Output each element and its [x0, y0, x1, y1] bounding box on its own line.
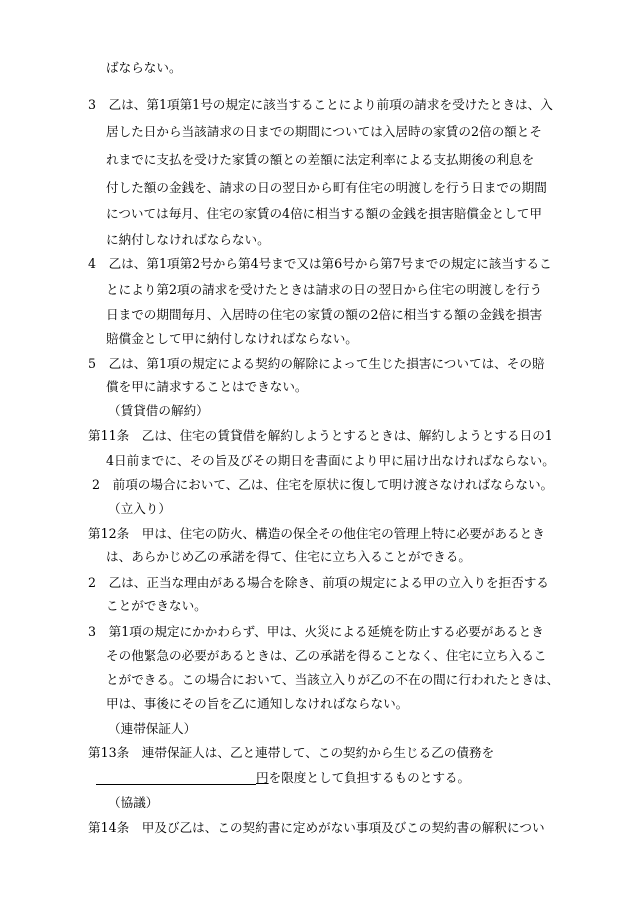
section-heading: （協議）: [108, 795, 159, 810]
text-line: 居した日から当該請求の日までの期間については入居時の家賃の2倍の額とそ: [106, 124, 542, 139]
text-line: 4 乙は、第1項第2号から第4号まで又は第6号から第7号までの規定に該当するこ: [88, 256, 552, 271]
text-line: 償を甲に請求することはできない。: [106, 379, 308, 394]
section-heading: （連帯保証人）: [108, 721, 197, 736]
text-line: ことができない。: [106, 598, 207, 613]
text-line: 第13条 連帯保証人は、乙と連帯して、この契約から生じる乙の債務を: [88, 745, 495, 760]
text-line: とにより第2項の請求を受けたときは請求の日の翌日から住宅の明渡しを行う: [106, 282, 543, 297]
text-line: 4日前までに、その旨及びその期日を書面により甲に届け出なければならない。: [106, 453, 555, 468]
text-line: 第12条 甲は、住宅の防火、構造の保全その他住宅の管理上特に必要があるとき: [88, 526, 545, 541]
amount-blank-field: [96, 771, 256, 785]
section-heading: （立入り）: [108, 501, 171, 516]
text-line: 2 乙は、正当な理由がある場合を除き、前項の規定による甲の立入りを拒否する: [88, 575, 549, 590]
text-line: に納付しなければならない。: [106, 232, 270, 247]
text-line: れまでに支払を受けた家賃の額との差額に法定利率による支払期後の利息を: [106, 152, 535, 167]
text-line: 3 第1項の規定にかかわらず、甲は、火災による延焼を防止する必要があるとき: [88, 624, 544, 639]
text-line: 賠償金として甲に納付しなければならない。: [106, 331, 358, 346]
text-fragment: を限度として負担するものとする。: [268, 770, 471, 785]
text-line: 第11条 乙は、住宅の賃貸借を解約しようとするときは、解約しようとする日の1: [88, 428, 553, 443]
yen-unit: 円: [256, 770, 269, 785]
text-line: その他緊急の必要があるときは、乙の承諾を得ることなく、住宅に立ち入るこ: [106, 648, 547, 663]
guarantee-amount-line: [96, 770, 470, 786]
text-line: 付した額の金銭を、請求の日の翌日から町有住宅の明渡しを行う日までの期間: [106, 180, 547, 195]
text-line: ばならない。: [106, 60, 182, 75]
text-line: とができる。この場合において、当該立入りが乙の不在の間に行われたときは、: [106, 672, 560, 687]
text-line: 3 乙は、第1項第1号の規定に該当することにより前項の請求を受けたときは、入: [88, 97, 553, 112]
text-line: については毎月、住宅の家賃の4倍に相当する額の金銭を損害賠償金として甲: [106, 206, 542, 221]
text-line: 甲は、事後にその旨を乙に通知しなければならない。: [106, 696, 409, 711]
text-line: 日までの期間毎月、入居時の住宅の家賃の額の2倍に相当する額の金銭を損害: [106, 307, 543, 322]
section-heading: （賃貸借の解約）: [108, 403, 209, 418]
text-line: 5 乙は、第1項の規定による契約の解除によって生じた損害については、その賠: [88, 356, 545, 371]
text-line: 2 前項の場合において、乙は、住宅を原状に復して明け渡さなければならない。: [92, 477, 554, 492]
text-line: は、あらかじめ乙の承諾を得て、住宅に立ち入ることができる。: [106, 549, 471, 564]
text-line: 第14条 甲及び乙は、この契約書に定めがない事項及びこの契約書の解釈につい: [88, 820, 545, 835]
